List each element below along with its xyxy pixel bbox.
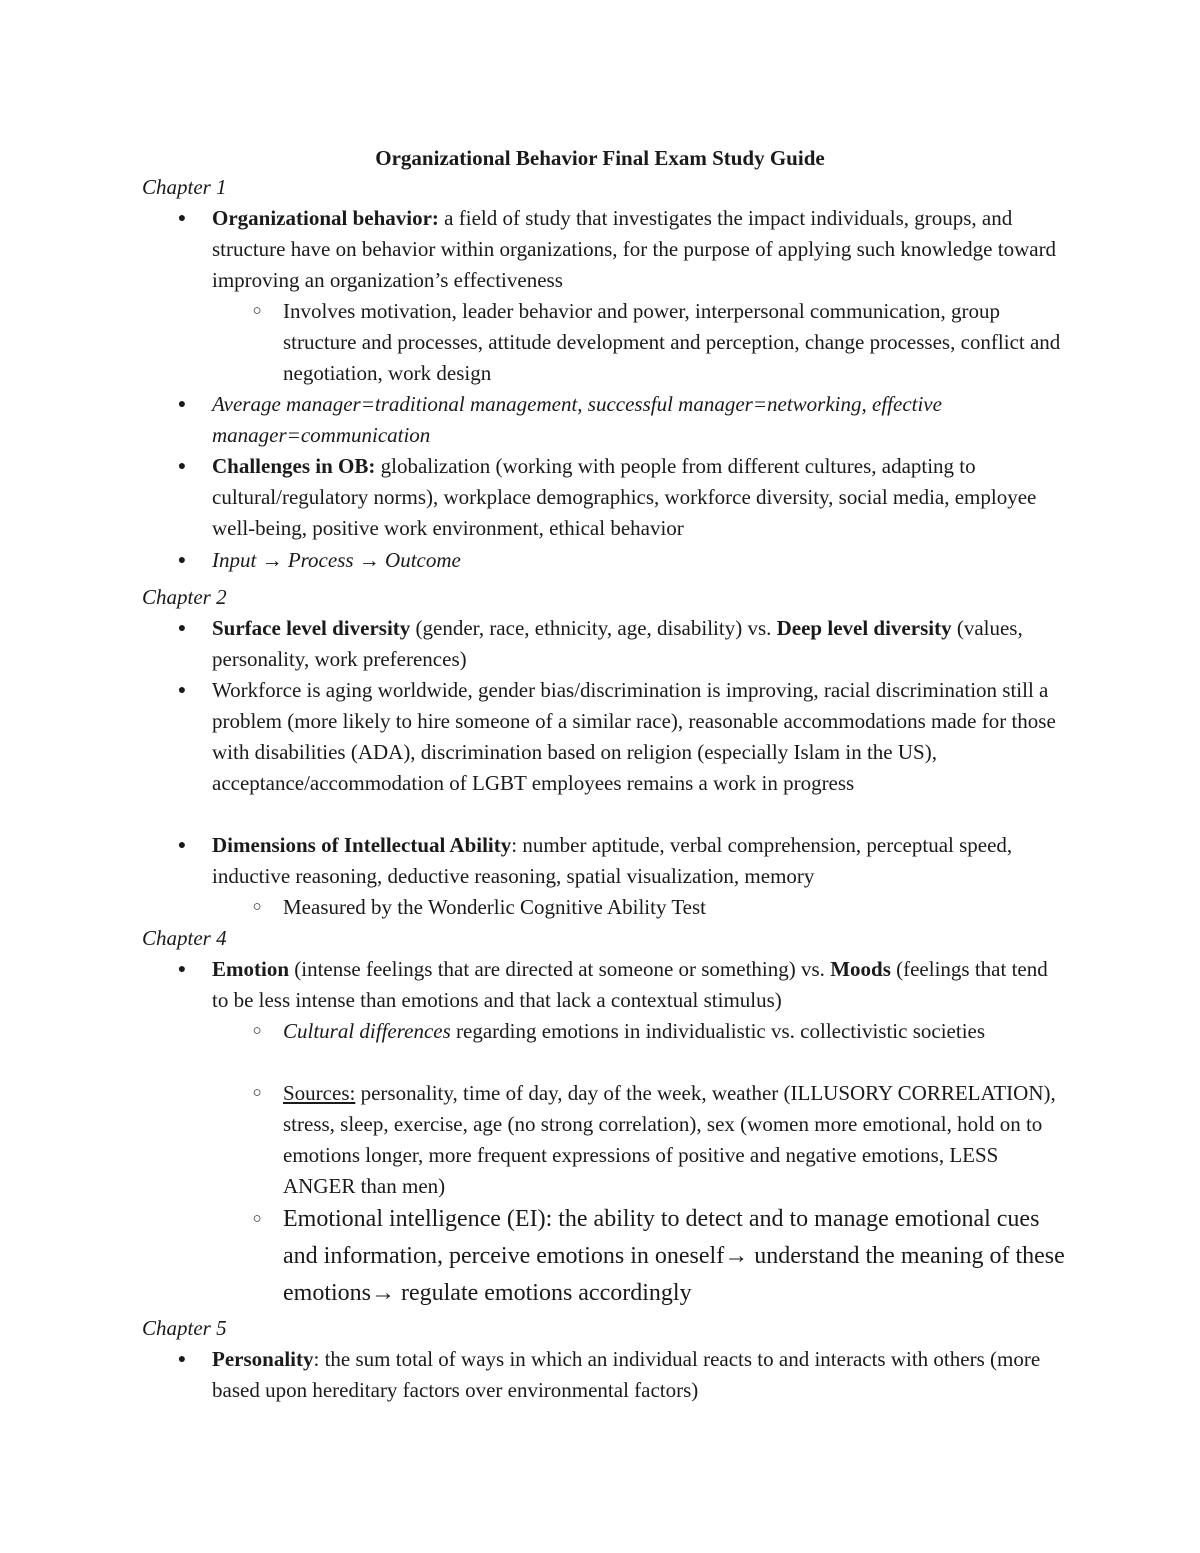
term-intellectual-ability: Dimensions of Intellectual Ability [212, 833, 512, 857]
deep-diversity-text: (values, personality, work preferences) [212, 616, 1023, 671]
bullet-icon: ● [177, 621, 187, 636]
list-item-organizational-behavior [177, 203, 1062, 296]
term-emotion: Emotion [212, 957, 290, 981]
list-item-workforce [177, 675, 1062, 799]
emotional-intelligence-text: Emotional intelligence (EI): the ability to detect and to manage emotional cues and information, perceive emotions in oneself→ understand the meaning of these emotions→ regulate emotions accordingly [283, 1206, 1065, 1306]
sub-item-wonderlic [252, 892, 1073, 923]
chapter-5-heading: Chapter 5 [142, 1316, 227, 1340]
workforce-text: Workforce is aging worldwide, gender bias/discrimination is improving, racial discrimination still a problem (more likely to hire someone of a similar race), reasonable accommodations made for those with disabilities (ADA), discrimination based on religion (especially Islam in the US), acceptance/accommodation of LGBT employees remains a work in progress [212, 678, 1056, 795]
term-organizational-behavior: Organizational behavior: [212, 206, 439, 230]
page-title: Organizational Behavior Final Exam Study Guide [375, 146, 825, 170]
flow-text: Input → Process → Outcome [212, 548, 461, 572]
intellectual-ability-text: : number aptitude, verbal comprehension, perceptual speed, inductive reasoning, deductive reasoning, spatial visualization, memory [212, 833, 1013, 888]
chapter-1-heading: Chapter 1 [142, 175, 227, 199]
term-moods: Moods [830, 957, 891, 981]
sub-item-ob-topics [252, 296, 1073, 389]
circle-bullet-icon: ○ [252, 1085, 262, 1101]
list-item-managers [177, 389, 1062, 451]
sources-text: personality, time of day, day of the week, weather (ILLUSORY CORRELATION), stress, sleep, exercise, age (no strong correlation), sex (women more emotional, hold on to emotions longer, more frequent expressions of positive and negative emotions, LESS ANGER than men) [283, 1081, 1056, 1198]
definition-organizational-behavior: a field of study that investigates the impact individuals, groups, and structure have on behavior within organizations, for the purpose of applying such knowledge toward improving an organization’s effectiveness [212, 206, 1057, 292]
circle-bullet-icon: ○ [252, 1211, 262, 1227]
emotion-text: (intense feelings that are directed at someone or something) vs. [289, 957, 831, 981]
chapter-4-heading: Chapter 4 [142, 926, 227, 950]
ob-topics-text: Involves motivation, leader behavior and power, interpersonal communication, group structure and processes, attitude development and perception, change processes, conflict and negotiation, work design [283, 299, 1061, 385]
circle-bullet-icon: ○ [252, 899, 262, 915]
term-cultural-differences: Cultural differences [283, 1019, 451, 1043]
term-challenges: Challenges in OB: [212, 454, 376, 478]
surface-diversity-text: (gender, race, ethnicity, age, disability) vs. [410, 616, 777, 640]
circle-bullet-icon: ○ [252, 303, 262, 319]
list-item-personality [177, 1344, 1062, 1406]
cultural-differences-text: regarding emotions in individualistic vs. collectivistic societies [450, 1019, 986, 1043]
bullet-icon: ● [177, 962, 187, 977]
wonderlic-text: Measured by the Wonderlic Cognitive Ability Test [283, 895, 707, 919]
term-surface-diversity: Surface level diversity [212, 616, 411, 640]
list-item-emotion-moods [177, 954, 1062, 1016]
bullet-icon: ● [177, 838, 187, 853]
term-sources: Sources: [283, 1081, 356, 1105]
bullet-icon: ● [177, 459, 187, 474]
moods-text: (feelings that tend to be less intense than emotions and that lack a contextual stimulus) [212, 957, 1048, 1012]
personality-text: : the sum total of ways in which an individual reacts to and interacts with others (more based upon hereditary factors over environmental factors) [212, 1347, 1041, 1402]
managers-text: Average manager=traditional management, successful manager=networking, effective manager=communication [212, 392, 942, 447]
sub-item-emotional-intelligence [252, 1201, 1073, 1312]
list-item-intellectual-ability [177, 830, 1062, 892]
chapter-2-heading: Chapter 2 [142, 585, 227, 609]
term-personality: Personality [212, 1347, 314, 1371]
list-item-challenges [177, 451, 1062, 544]
term-deep-diversity: Deep level diversity [776, 616, 952, 640]
sub-item-sources [252, 1078, 1073, 1202]
list-item-diversity [177, 613, 1062, 675]
bullet-icon: ● [177, 683, 187, 698]
challenges-text: globalization (working with people from different cultures, adapting to cultural/regulatory norms), workplace demographics, workforce diversity, social media, employee well-being, positive work environment, ethical behavior [212, 454, 1037, 540]
list-item-input-process-outcome [177, 545, 1062, 576]
bullet-icon: ● [177, 553, 187, 568]
bullet-icon: ● [177, 397, 187, 412]
bullet-icon: ● [177, 211, 187, 226]
circle-bullet-icon: ○ [252, 1023, 262, 1039]
sub-item-cultural-differences [252, 1016, 1073, 1047]
bullet-icon: ● [177, 1352, 187, 1367]
